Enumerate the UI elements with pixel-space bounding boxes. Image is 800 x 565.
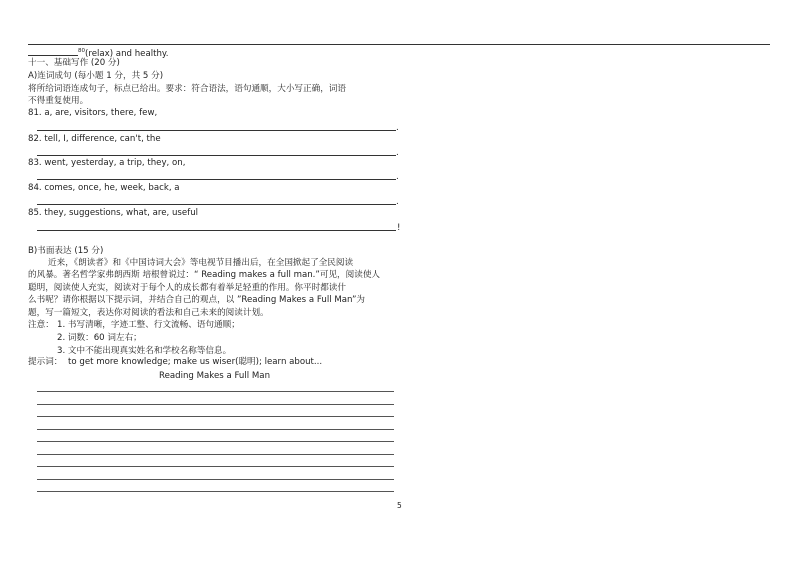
item-82-end-mark: .: [396, 148, 399, 158]
note-3: 3. 文中不能出现真实姓名和学校名称等信息。: [57, 346, 232, 356]
writing-line[interactable]: [37, 391, 394, 392]
part-a-title: A)连词成句 (每小题 1 分，共 5 分): [28, 71, 164, 81]
item-83-end-mark: .: [396, 172, 399, 182]
part-a-instruction-2: 不得重复使用。: [28, 96, 89, 106]
part-b-para-3: 聪明，阅读使人充实，阅读对于每个人的成长都有着举足轻重的作用。你平时都读什: [28, 283, 346, 293]
item-84-prompt: 84. comes, once, he, week, back, a: [28, 183, 180, 193]
part-b-para-5: 题，写一篇短文，表达你对阅读的看法和自己未来的阅读计划。: [28, 308, 269, 318]
top-rule: [28, 44, 770, 45]
item-80-text: (relax) and healthy.: [85, 49, 169, 59]
writing-line[interactable]: [37, 429, 394, 430]
note-2: 2. 词数：60 词左右；: [57, 333, 142, 343]
hint-text: to get more knowledge; make us wiser(聪明); learn about...: [68, 357, 323, 367]
item-80-number: 80: [78, 48, 85, 54]
item-82-answer-line[interactable]: [37, 155, 396, 156]
part-b-para-2: 的风暴。著名哲学家弗朗西斯 培根曾说过：“ Reading makes a full man.”可见，阅读使人: [28, 270, 381, 280]
part-b-para-1: 近来，《朗读者》和《中国诗词大会》等电视节目播出后，在全国掀起了全民阅读: [48, 258, 354, 268]
item-81-answer-line[interactable]: [37, 130, 396, 131]
section-title: 十一、基础写作 (20 分): [28, 58, 120, 68]
page-number: 5: [397, 501, 402, 510]
part-a-instruction-1: 将所给词语连成句子，标点已给出。要求：符合语法，语句通顺，大小写正确，词语: [28, 84, 346, 94]
writing-line[interactable]: [37, 454, 394, 455]
item-83-answer-line[interactable]: [37, 179, 396, 180]
item-81-end-mark: .: [396, 123, 399, 133]
writing-line[interactable]: [37, 466, 394, 467]
item-84-answer-line[interactable]: [37, 204, 396, 205]
writing-line[interactable]: [37, 479, 394, 480]
writing-line[interactable]: [37, 416, 394, 417]
notes-label: 注意：: [28, 320, 54, 330]
item-85-answer-line[interactable]: [37, 230, 396, 231]
part-b-title: B)书面表达 (15 分): [28, 246, 104, 256]
writing-line[interactable]: [37, 491, 394, 492]
note-1: 1. 书写清晰，字迹工整、行文流畅、语句通顺；: [57, 320, 240, 330]
writing-line[interactable]: [37, 441, 394, 442]
item-83-prompt: 83. went, yesterday, a trip, they, on,: [28, 158, 186, 168]
part-b-para-4: 么书呢？请你根据以下提示词，并结合自己的观点，以 ”Reading Makes a Full Man”为: [28, 295, 366, 305]
hint-label: 提示词：: [28, 357, 63, 367]
answer-blank-80[interactable]: [28, 46, 78, 56]
essay-title: Reading Makes a Full Man: [159, 371, 271, 381]
writing-line[interactable]: [37, 404, 394, 405]
item-85-prompt: 85. they, suggestions, what, are, useful: [28, 208, 199, 218]
item-81-prompt: 81. a, are, visitors, there, few,: [28, 108, 158, 118]
item-85-end-mark: !: [397, 223, 401, 233]
item-84-end-mark: .: [396, 197, 399, 207]
item-82-prompt: 82. tell, I, difference, can't, the: [28, 134, 161, 144]
